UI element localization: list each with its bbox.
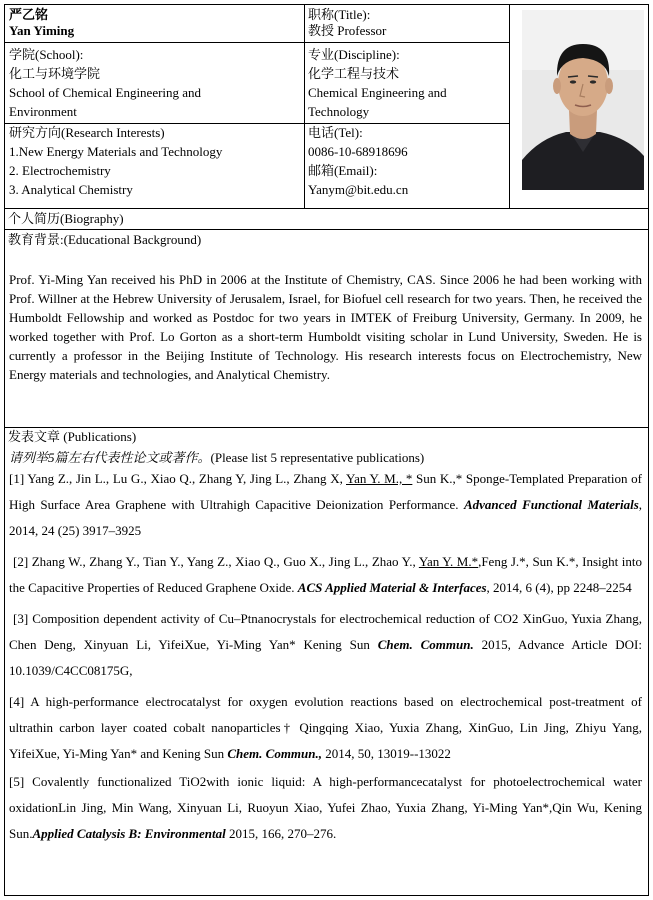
divider: [4, 42, 509, 43]
publication-list: [9, 449, 642, 847]
divider: [304, 4, 305, 208]
publication-note: [9, 449, 642, 466]
school-en-line2: Environment: [9, 104, 77, 119]
email-label: 邮箱(Email):: [308, 163, 378, 178]
name-chinese: 严乙铭: [9, 7, 49, 22]
discipline-label: 专业(Discipline):: [308, 47, 400, 62]
divider: [509, 4, 510, 208]
tel-label: 电话(Tel):: [308, 125, 363, 140]
research-item-3: 3. Analytical Chemistry: [9, 182, 133, 197]
publication-note-en: (Please list 5 representative publications): [210, 450, 425, 465]
research-item-2: 2. Electrochemistry: [9, 163, 111, 178]
publication-item: [3] Composition dependent activity of Cu–Ptnanocrystals for electrochemical reduction of CO2 XinGuo, Yuxia Zhang, Chen Deng, Xinyuan Li, YifeiXue, Yi-Ming Yan* Kening Sun Chem. Commun. 2015, Advance Article DOI: 10.1039/C4CC08175G,: [9, 611, 642, 678]
publications-label: 发表文章 (Publications): [8, 429, 137, 444]
author-highlight: Yan Y. M.*: [418, 554, 479, 569]
tel-value: 0086-10-68918696: [308, 144, 408, 159]
journal-name: Applied Catalysis B: Environmental: [32, 826, 226, 841]
journal-name: ACS Applied Material & Interfaces: [297, 580, 487, 595]
publication-item: [2] Zhang W., Zhang Y., Tian Y., Yang Z., Xiao Q., Guo X., Jing L., Zhao Y., Yan Y. M.*,Feng J.*, Sun K.*, Insight into the Capacitive Properties of Reduced Graphene Oxide. ACS Applied Material & Interfaces, 2014, 6 (4), pp 2248–2254: [9, 554, 642, 595]
discipline-en-line2: Technology: [308, 104, 370, 119]
publication-item: [4] A high-performance electrocatalyst for oxygen evolution reactions based on electrochemical post-treatment of ultrathin carbon layer coated cobalt nanoparticles† Qingqing Xiao, Yuxia Zhang, XinGuo, Lin Jing, Zhiyu Yang, YifeiXue, Yi-Ming Yan* and Kening Sun Chem. Commun., 2014, 50, 13019--13022: [9, 694, 642, 761]
education-label: 教育背景:(Educational Background): [8, 232, 202, 247]
school-en-line1: School of Chemical Engineering and: [9, 85, 202, 100]
title-value: 教授 Professor: [308, 23, 387, 38]
name-english: Yan Yiming: [9, 23, 75, 38]
journal-name: Chem. Commun.: [377, 637, 474, 652]
publication-item: [1] Yang Z., Jin L., Lu G., Xiao Q., Zhang Y, Jing L., Zhang X, Yan Y. M., * Sun K.,* Sponge-Templated Preparation of High Surface Area Graphene with Ultrahigh Capacitive Deionization Performance. Advanced Functional Materials, 2014, 24 (25) 3917–3925: [9, 471, 642, 538]
journal-name: Advanced Functional Materials: [463, 497, 639, 512]
publication-item: [5] Covalently functionalized TiO2with ionic liquid: A high-performancecatalyst for photoelectrochemical water oxidationLin Jing, Min Wang, Xinyuan Li, Ruoyun Xiao, Yufei Zhao, Yuxia Zhang, Yi-Ming Yan*,Qin Wu, Kening Sun.Applied Catalysis B: Environmental 2015, 166, 270–276.: [9, 774, 642, 841]
divider: [4, 208, 649, 209]
title-label: 职称(Title):: [308, 7, 371, 22]
divider: [4, 229, 649, 230]
journal-name: Chem. Commun.,: [227, 746, 322, 761]
portrait-photo: [522, 10, 644, 190]
research-label: 研究方向(Research Interests): [9, 125, 165, 140]
school-cn: 化工与环境学院: [9, 66, 101, 81]
biography-text: Prof. Yi-Ming Yan received his PhD in 2006 at the Institute of Chemistry, CAS. Since 2006 he had been working with Prof. Willner at the Hebrew University of Jerusalem, Israel, for Biofuel cell research for two years. Then, he received the Humboldt Fellowship and worked as Postdoc for two years in IMTEK of Freiburg University, Germany. In 2009, he worked together with Prof. Lo Gorton as a short-term Humboldt visiting scholar in Lund University, Sweden. He is currently a professor in the Beijing Institute of Technology. His research interests focus on Electrochemistry, New Energy materials and technologies, and Analytical Chemistry.: [9, 272, 642, 382]
email-value[interactable]: Yanym@bit.edu.cn: [308, 182, 409, 197]
discipline-cn: 化学工程与技术: [308, 66, 400, 81]
author-highlight: Yan Y. M., *: [346, 471, 413, 486]
biography-label: 个人简历(Biography): [8, 211, 124, 226]
discipline-en-line1: Chemical Engineering and: [308, 85, 447, 100]
publication-note-cn: 请列举5篇左右代表性论文或著作。: [9, 450, 211, 465]
school-label: 学院(School):: [9, 47, 84, 62]
research-item-1: 1.New Energy Materials and Technology: [9, 144, 223, 159]
